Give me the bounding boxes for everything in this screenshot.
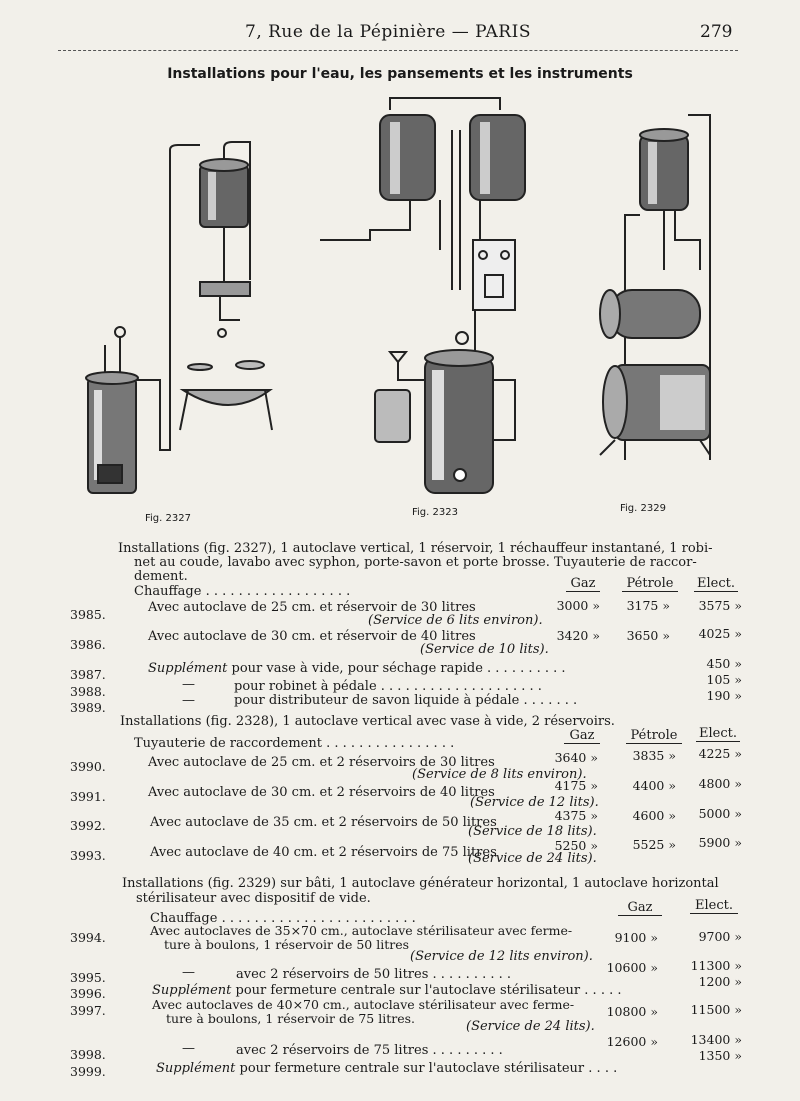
item-description: Avec autoclave de 30 cm. et 2 réservoirs de 40 litres: [148, 785, 495, 800]
price-petrole: 5525 »: [632, 837, 676, 852]
item-number: 3996.: [70, 986, 106, 1001]
item-service: (Service de 12 lits).: [470, 795, 599, 810]
item-description: Supplément pour vase à vide, pour séchage rapide . . . . . . . . . .: [148, 661, 566, 676]
price-gaz: 10600 »: [606, 960, 658, 975]
header-address: 7, Rue de la Pépinière — PARIS: [245, 22, 531, 42]
section3-intro-line2: stérilisateur avec dispositif de vide.: [136, 891, 371, 906]
item-description-line1: Avec autoclaves de 35×70 cm., autoclave stérilisateur avec ferme-: [150, 923, 573, 938]
item-description: Supplément pour fermeture centrale sur l'autoclave stérilisateur . . . .: [156, 1061, 618, 1076]
section1-col-gaz: Gaz: [566, 576, 600, 592]
section1-col-petrole: Pétrole: [622, 576, 678, 592]
price-elec: 5000 »: [698, 806, 742, 821]
price-petrole: 4600 »: [632, 808, 676, 823]
price-petrole: 3175 »: [626, 598, 670, 613]
section1-intro-line3: dement.: [134, 569, 188, 584]
section3-col-elec: Elect.: [690, 898, 738, 914]
price-elec: 9700 »: [698, 929, 742, 944]
page-number: 279: [700, 22, 733, 42]
item-dash: —: [182, 693, 195, 708]
price-elec: 190 »: [706, 688, 742, 703]
price-elec: 4225 »: [698, 746, 742, 761]
item-number: 3998.: [70, 1047, 106, 1062]
price-elec: 11500 »: [690, 1002, 742, 1017]
page-header: [0, 22, 800, 42]
item-service: (Service de 18 lits).: [468, 824, 597, 839]
item-dash: —: [182, 1041, 195, 1056]
item-service: (Service de 10 lits).: [420, 642, 549, 657]
item-number: 3985.: [70, 607, 106, 622]
item-number: 3999.: [70, 1064, 106, 1079]
price-elec: 5900 »: [698, 835, 742, 850]
item-description-line2: ture à boulons, 1 réservoir de 75 litres.: [166, 1011, 416, 1026]
item-number: 3993.: [70, 848, 106, 863]
fig-2323-drawing: [320, 98, 525, 493]
price-elec: 450 »: [706, 656, 742, 671]
header-rule: [58, 50, 738, 51]
item-service: (Service de 12 lits environ).: [410, 949, 593, 964]
section1-intro-line2: net au coude, lavabo avec syphon, porte-savon et porte brosse. Tuyauterie de raccor-: [134, 555, 697, 570]
section3-chauffage: Chauffage . . . . . . . . . . . . . . . . . . . . . . . .: [150, 911, 416, 926]
page-title: Installations pour l'eau, les pansements et les instruments: [167, 66, 633, 82]
item-description-line1: Avec autoclaves de 40×70 cm., autoclave stérilisateur avec ferme-: [152, 997, 575, 1012]
item-description: avec 2 réservoirs de 50 litres . . . . . . . . . .: [236, 967, 512, 982]
price-elec: 1350 »: [698, 1048, 742, 1063]
section1-intro-line1: Installations (fig. 2327), 1 autoclave vertical, 1 réservoir, 1 réchauffeur instantané, 1 robi-: [118, 541, 713, 556]
item-service: (Service de 24 lits).: [468, 851, 597, 866]
price-elec: 13400 »: [690, 1032, 742, 1047]
item-service: (Service de 24 lits).: [466, 1019, 595, 1034]
price-elec: 105 »: [706, 672, 742, 687]
fig-2329-drawing: [600, 115, 710, 460]
item-description: avec 2 réservoirs de 75 litres . . . . . . . . .: [236, 1043, 503, 1058]
section1-col-elec: Elect.: [694, 576, 738, 592]
item-description-line2: ture à boulons, 1 réservoir de 50 litres: [164, 937, 410, 952]
section3-col-gaz: Gaz: [618, 900, 662, 916]
section2-col-petrole: Pétrole: [626, 728, 682, 744]
section3-intro-line1: Installations (fig. 2329) sur bâti, 1 autoclave générateur horizontal, 1 autoclave horizontal: [122, 876, 719, 891]
fig-2327-drawing: [86, 142, 272, 493]
item-number: 3997.: [70, 1003, 106, 1018]
item-service: (Service de 6 lits environ).: [368, 613, 543, 628]
equipment-illustrations: [60, 90, 720, 510]
price-gaz: 10800 »: [606, 1004, 658, 1019]
price-elec: 4025 »: [698, 626, 742, 641]
price-petrole: 3650 »: [626, 628, 670, 643]
price-gaz: 4375 »: [554, 808, 598, 823]
item-description: Avec autoclave de 25 cm. et 2 réservoirs de 30 litres: [148, 755, 495, 770]
price-gaz: 9100 »: [614, 930, 658, 945]
item-description: Avec autoclave de 30 cm. et réservoir de 40 litres: [148, 629, 476, 644]
item-number: 3987.: [70, 667, 106, 682]
price-elec: 3575 »: [698, 598, 742, 613]
item-number: 3995.: [70, 970, 106, 985]
item-dash: —: [182, 965, 195, 980]
item-dash: —: [182, 677, 195, 692]
item-number: 3986.: [70, 637, 106, 652]
item-service: (Service de 8 lits environ).: [412, 767, 587, 782]
price-petrole: 4400 »: [632, 778, 676, 793]
price-gaz: 4175 »: [554, 778, 598, 793]
price-gaz: 3000 »: [556, 598, 600, 613]
item-description: Avec autoclave de 40 cm. et 2 réservoirs de 75 litres: [150, 845, 497, 860]
item-description: pour distributeur de savon liquide à pédale . . . . . . .: [234, 693, 578, 708]
section2-intro-line2: Tuyauterie de raccordement . . . . . . . . . . . . . . . .: [134, 736, 455, 751]
price-gaz: 12600 »: [606, 1034, 658, 1049]
item-number: 3994.: [70, 930, 106, 945]
item-number: 3991.: [70, 789, 106, 804]
item-description: Avec autoclave de 35 cm. et 2 réservoirs de 50 litres: [150, 815, 497, 830]
section2-intro-line1: Installations (fig. 2328), 1 autoclave vertical avec vase à vide, 2 réservoirs.: [120, 714, 615, 729]
item-number: 3992.: [70, 818, 106, 833]
price-gaz: 3420 »: [556, 628, 600, 643]
section2-col-elec: Elect.: [696, 726, 740, 742]
item-description: Avec autoclave de 25 cm. et réservoir de 30 litres: [148, 600, 476, 615]
item-number: 3990.: [70, 759, 106, 774]
price-elec: 11300 »: [690, 958, 742, 973]
price-elec: 1200 »: [698, 974, 742, 989]
item-number: 3988.: [70, 684, 106, 699]
item-number: 3989.: [70, 700, 106, 715]
price-petrole: 3835 »: [632, 748, 676, 763]
caption-fig-2329: Fig. 2329: [620, 503, 666, 514]
caption-fig-2323: Fig. 2323: [412, 507, 458, 518]
item-description: pour robinet à pédale . . . . . . . . . . . . . . . . . . . .: [234, 679, 542, 694]
price-gaz: 3640 »: [554, 750, 598, 765]
item-description: Supplément pour fermeture centrale sur l'autoclave stérilisateur . . . . .: [152, 983, 622, 998]
price-gaz: 5250 »: [554, 838, 598, 853]
section2-col-gaz: Gaz: [564, 728, 600, 744]
caption-fig-2327: Fig. 2327: [145, 513, 191, 524]
price-elec: 4800 »: [698, 776, 742, 791]
section1-chauffage: Chauffage . . . . . . . . . . . . . . . . . .: [134, 584, 351, 599]
